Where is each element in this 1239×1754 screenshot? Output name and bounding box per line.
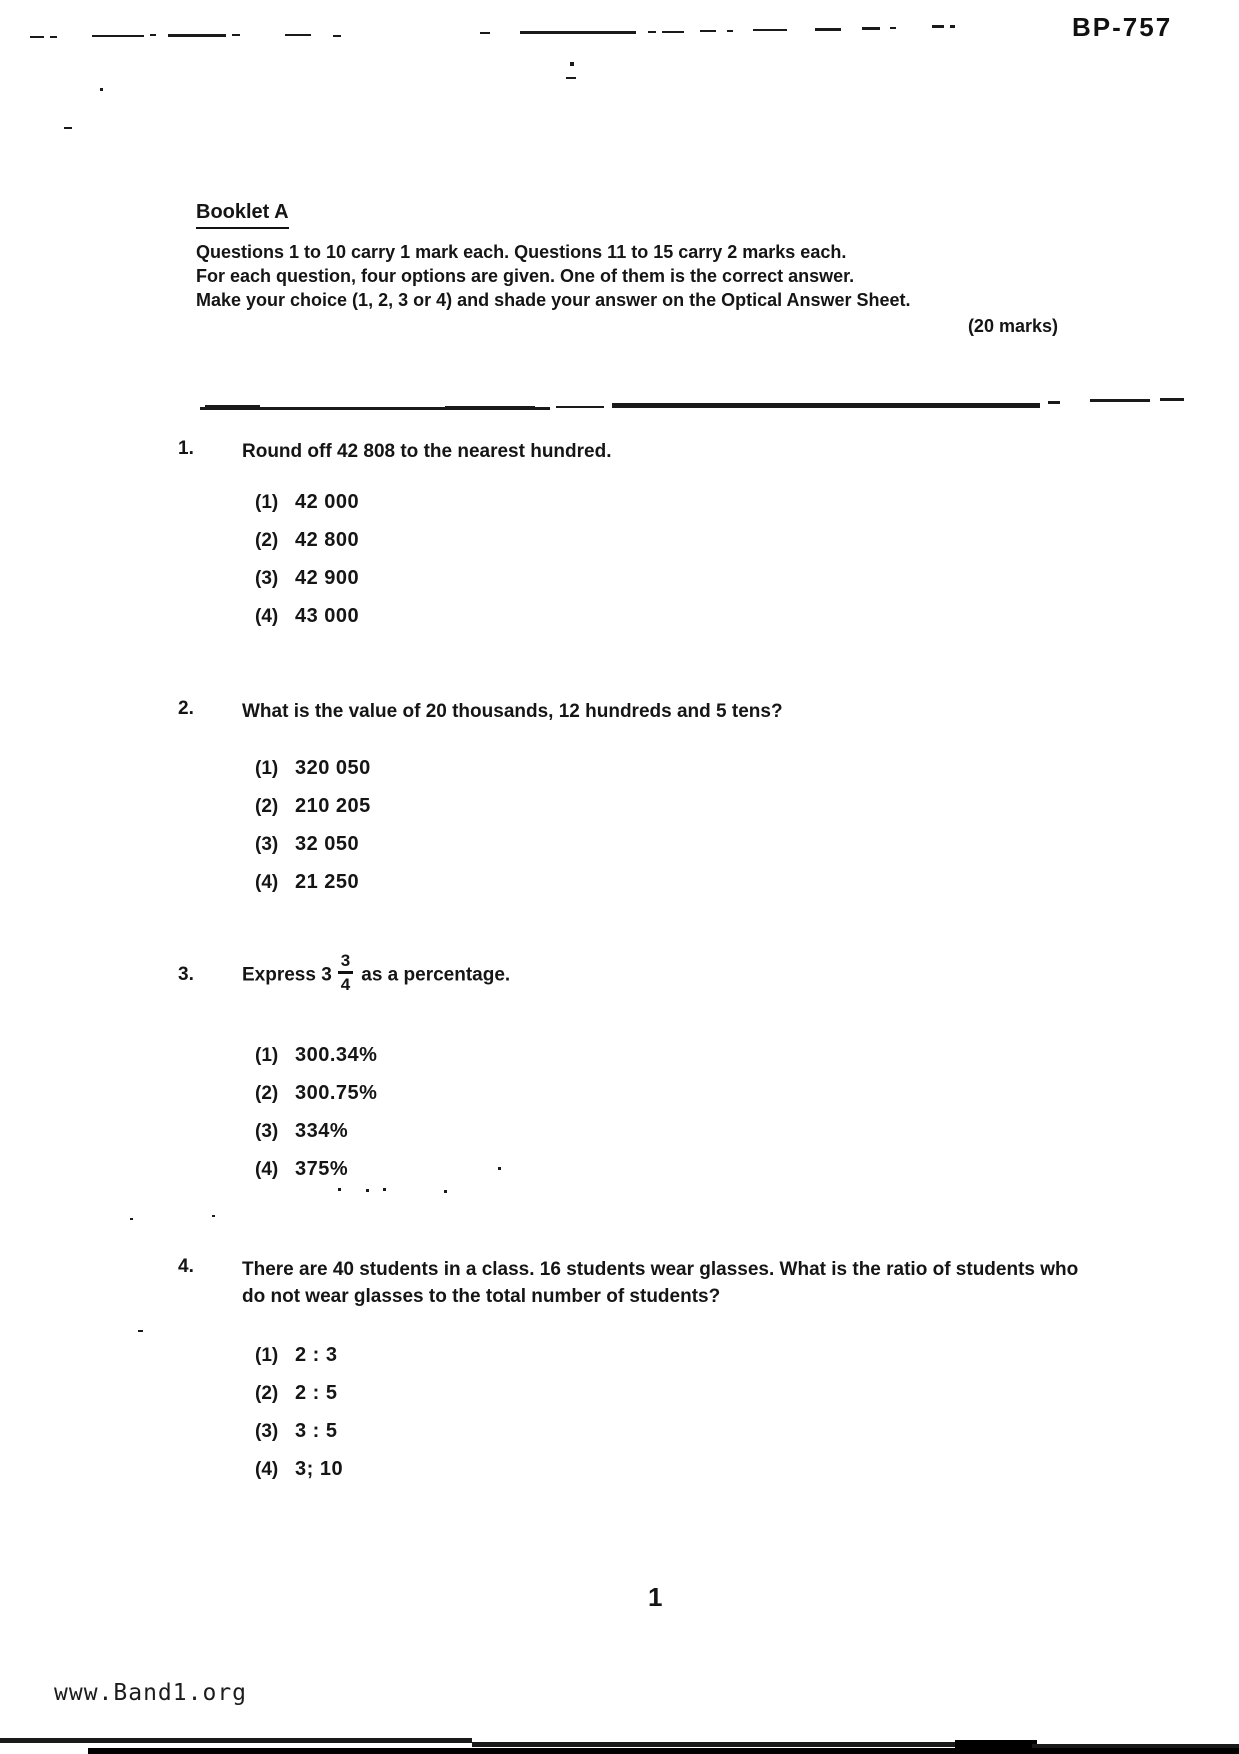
option-value: 2 : 5	[295, 1382, 338, 1404]
option-label: (1)	[255, 1044, 279, 1066]
scan-artifact	[700, 30, 716, 32]
question-text: There are 40 students in a class. 16 students wear glasses. What is the ratio of students who do not wear glasses to the total number of students?	[242, 1259, 1079, 1307]
option-label: (2)	[255, 530, 279, 551]
option-row	[255, 1044, 1108, 1067]
option-label: (4)	[255, 1158, 279, 1180]
option-value: 375%	[295, 1157, 349, 1180]
section-divider	[1090, 399, 1150, 402]
scan-artifact	[92, 35, 144, 37]
option-label: (4)	[255, 606, 279, 627]
scan-artifact	[727, 30, 733, 32]
instructions	[196, 240, 1058, 338]
scan-artifact	[862, 27, 880, 30]
option-value: 21 250	[295, 871, 360, 893]
watermark-url: www.Band1.org	[54, 1680, 248, 1706]
option-label: (3)	[255, 1120, 279, 1142]
section-divider	[205, 405, 260, 410]
option-label: (3)	[255, 568, 279, 589]
scan-artifact	[890, 27, 896, 29]
section-divider	[445, 406, 535, 410]
question-number: 4.	[178, 1256, 194, 1277]
option-label: (2)	[255, 796, 279, 817]
question-number: 1.	[178, 438, 194, 459]
option-label: (2)	[255, 1082, 279, 1104]
option-value: 42 800	[295, 529, 360, 551]
option-value: 43 000	[295, 605, 360, 627]
option-label: (1)	[255, 1345, 279, 1366]
instructions-line: Questions 1 to 10 carry 1 mark each. Questions 11 to 15 carry 2 marks each.	[196, 242, 847, 262]
option-label: (1)	[255, 758, 279, 779]
scan-artifact	[498, 1167, 501, 1170]
option-label: (3)	[255, 1421, 279, 1442]
option-row	[255, 1120, 1108, 1143]
question-number: 2.	[178, 698, 194, 719]
scan-artifact	[285, 34, 311, 36]
option-value: 42 000	[295, 491, 360, 513]
question-3	[178, 952, 1108, 1196]
scan-artifact	[753, 29, 787, 31]
fraction-denominator: 4	[340, 974, 351, 994]
scan-artifact	[0, 1738, 472, 1743]
scan-artifact	[383, 1188, 386, 1191]
scan-artifact	[472, 1742, 958, 1747]
option-row	[255, 833, 1108, 856]
option-value: 334%	[295, 1119, 349, 1142]
question-text-suffix: as a percentage.	[361, 964, 511, 986]
booklet-title: Booklet A	[196, 201, 289, 229]
option-row	[255, 1382, 1108, 1405]
option-row	[255, 1420, 1108, 1443]
fraction-numerator: 3	[340, 951, 351, 970]
scan-artifact	[333, 35, 341, 37]
section-divider	[612, 403, 1040, 408]
question-text: What is the value of 20 thousands, 12 hundreds and 5 tens?	[242, 701, 783, 722]
option-row	[255, 491, 1108, 514]
scan-artifact	[366, 1189, 369, 1192]
question-1	[178, 438, 1108, 643]
scan-artifact	[338, 1188, 341, 1191]
option-row	[255, 795, 1108, 818]
question-number: 3.	[178, 964, 194, 986]
scan-artifact	[168, 34, 226, 37]
scan-artifact	[130, 1218, 133, 1220]
option-value: 300.34%	[295, 1043, 378, 1066]
option-row	[255, 529, 1108, 552]
question-text: Round off 42 808 to the nearest hundred.	[242, 441, 612, 462]
scan-artifact	[932, 25, 944, 28]
option-value: 300.75%	[295, 1081, 378, 1104]
question-4	[178, 1256, 1108, 1496]
scan-artifact	[88, 1748, 1239, 1754]
scan-artifact	[480, 32, 490, 34]
scan-artifact	[138, 1330, 143, 1332]
option-row	[255, 1158, 1108, 1181]
option-row	[255, 1344, 1108, 1367]
section-divider	[556, 406, 604, 408]
section-divider	[1048, 401, 1060, 404]
scan-artifact	[50, 36, 57, 38]
fraction	[338, 952, 353, 993]
section-divider	[1160, 398, 1184, 401]
option-row	[255, 567, 1108, 590]
option-row	[255, 1082, 1108, 1105]
scan-artifact	[950, 25, 955, 28]
scan-artifact	[64, 127, 72, 129]
question-text	[242, 952, 510, 999]
scan-artifact	[444, 1190, 447, 1193]
scan-artifact	[150, 34, 156, 36]
question-text-prefix: Express 3	[242, 964, 332, 986]
instructions-line: For each question, four options are given. One of them is the correct answer.	[196, 266, 855, 286]
marks-note: (20 marks)	[967, 316, 1058, 336]
option-label: (2)	[255, 1383, 279, 1404]
page-number: 1	[648, 1582, 663, 1612]
option-label: (1)	[255, 492, 279, 513]
scan-artifact	[212, 1215, 215, 1217]
option-label: (3)	[255, 834, 279, 855]
scan-artifact	[648, 31, 656, 33]
scan-artifact	[100, 88, 103, 91]
scan-artifact	[815, 28, 841, 31]
scan-artifact	[520, 31, 636, 34]
option-value: 42 900	[295, 567, 360, 589]
option-row	[255, 757, 1108, 780]
option-value: 2 : 3	[295, 1344, 338, 1366]
question-2	[178, 698, 1108, 909]
option-row	[255, 1458, 1108, 1481]
option-value: 210 205	[295, 795, 371, 817]
scan-artifact	[232, 34, 240, 36]
option-row	[255, 605, 1108, 628]
scan-artifact	[570, 62, 574, 66]
option-row	[255, 871, 1108, 894]
scan-artifact	[30, 36, 44, 38]
scan-artifact	[662, 31, 684, 33]
option-value: 3 : 5	[295, 1420, 338, 1442]
option-value: 320 050	[295, 757, 371, 779]
doc-code: BP-757	[1072, 12, 1173, 42]
scan-artifact	[566, 77, 576, 79]
instructions-line: Make your choice (1, 2, 3 or 4) and shade your answer on the Optical Answer Sheet.	[196, 290, 911, 310]
option-value: 3; 10	[295, 1458, 344, 1480]
option-label: (4)	[255, 872, 279, 893]
option-label: (4)	[255, 1459, 279, 1480]
option-value: 32 050	[295, 833, 360, 855]
